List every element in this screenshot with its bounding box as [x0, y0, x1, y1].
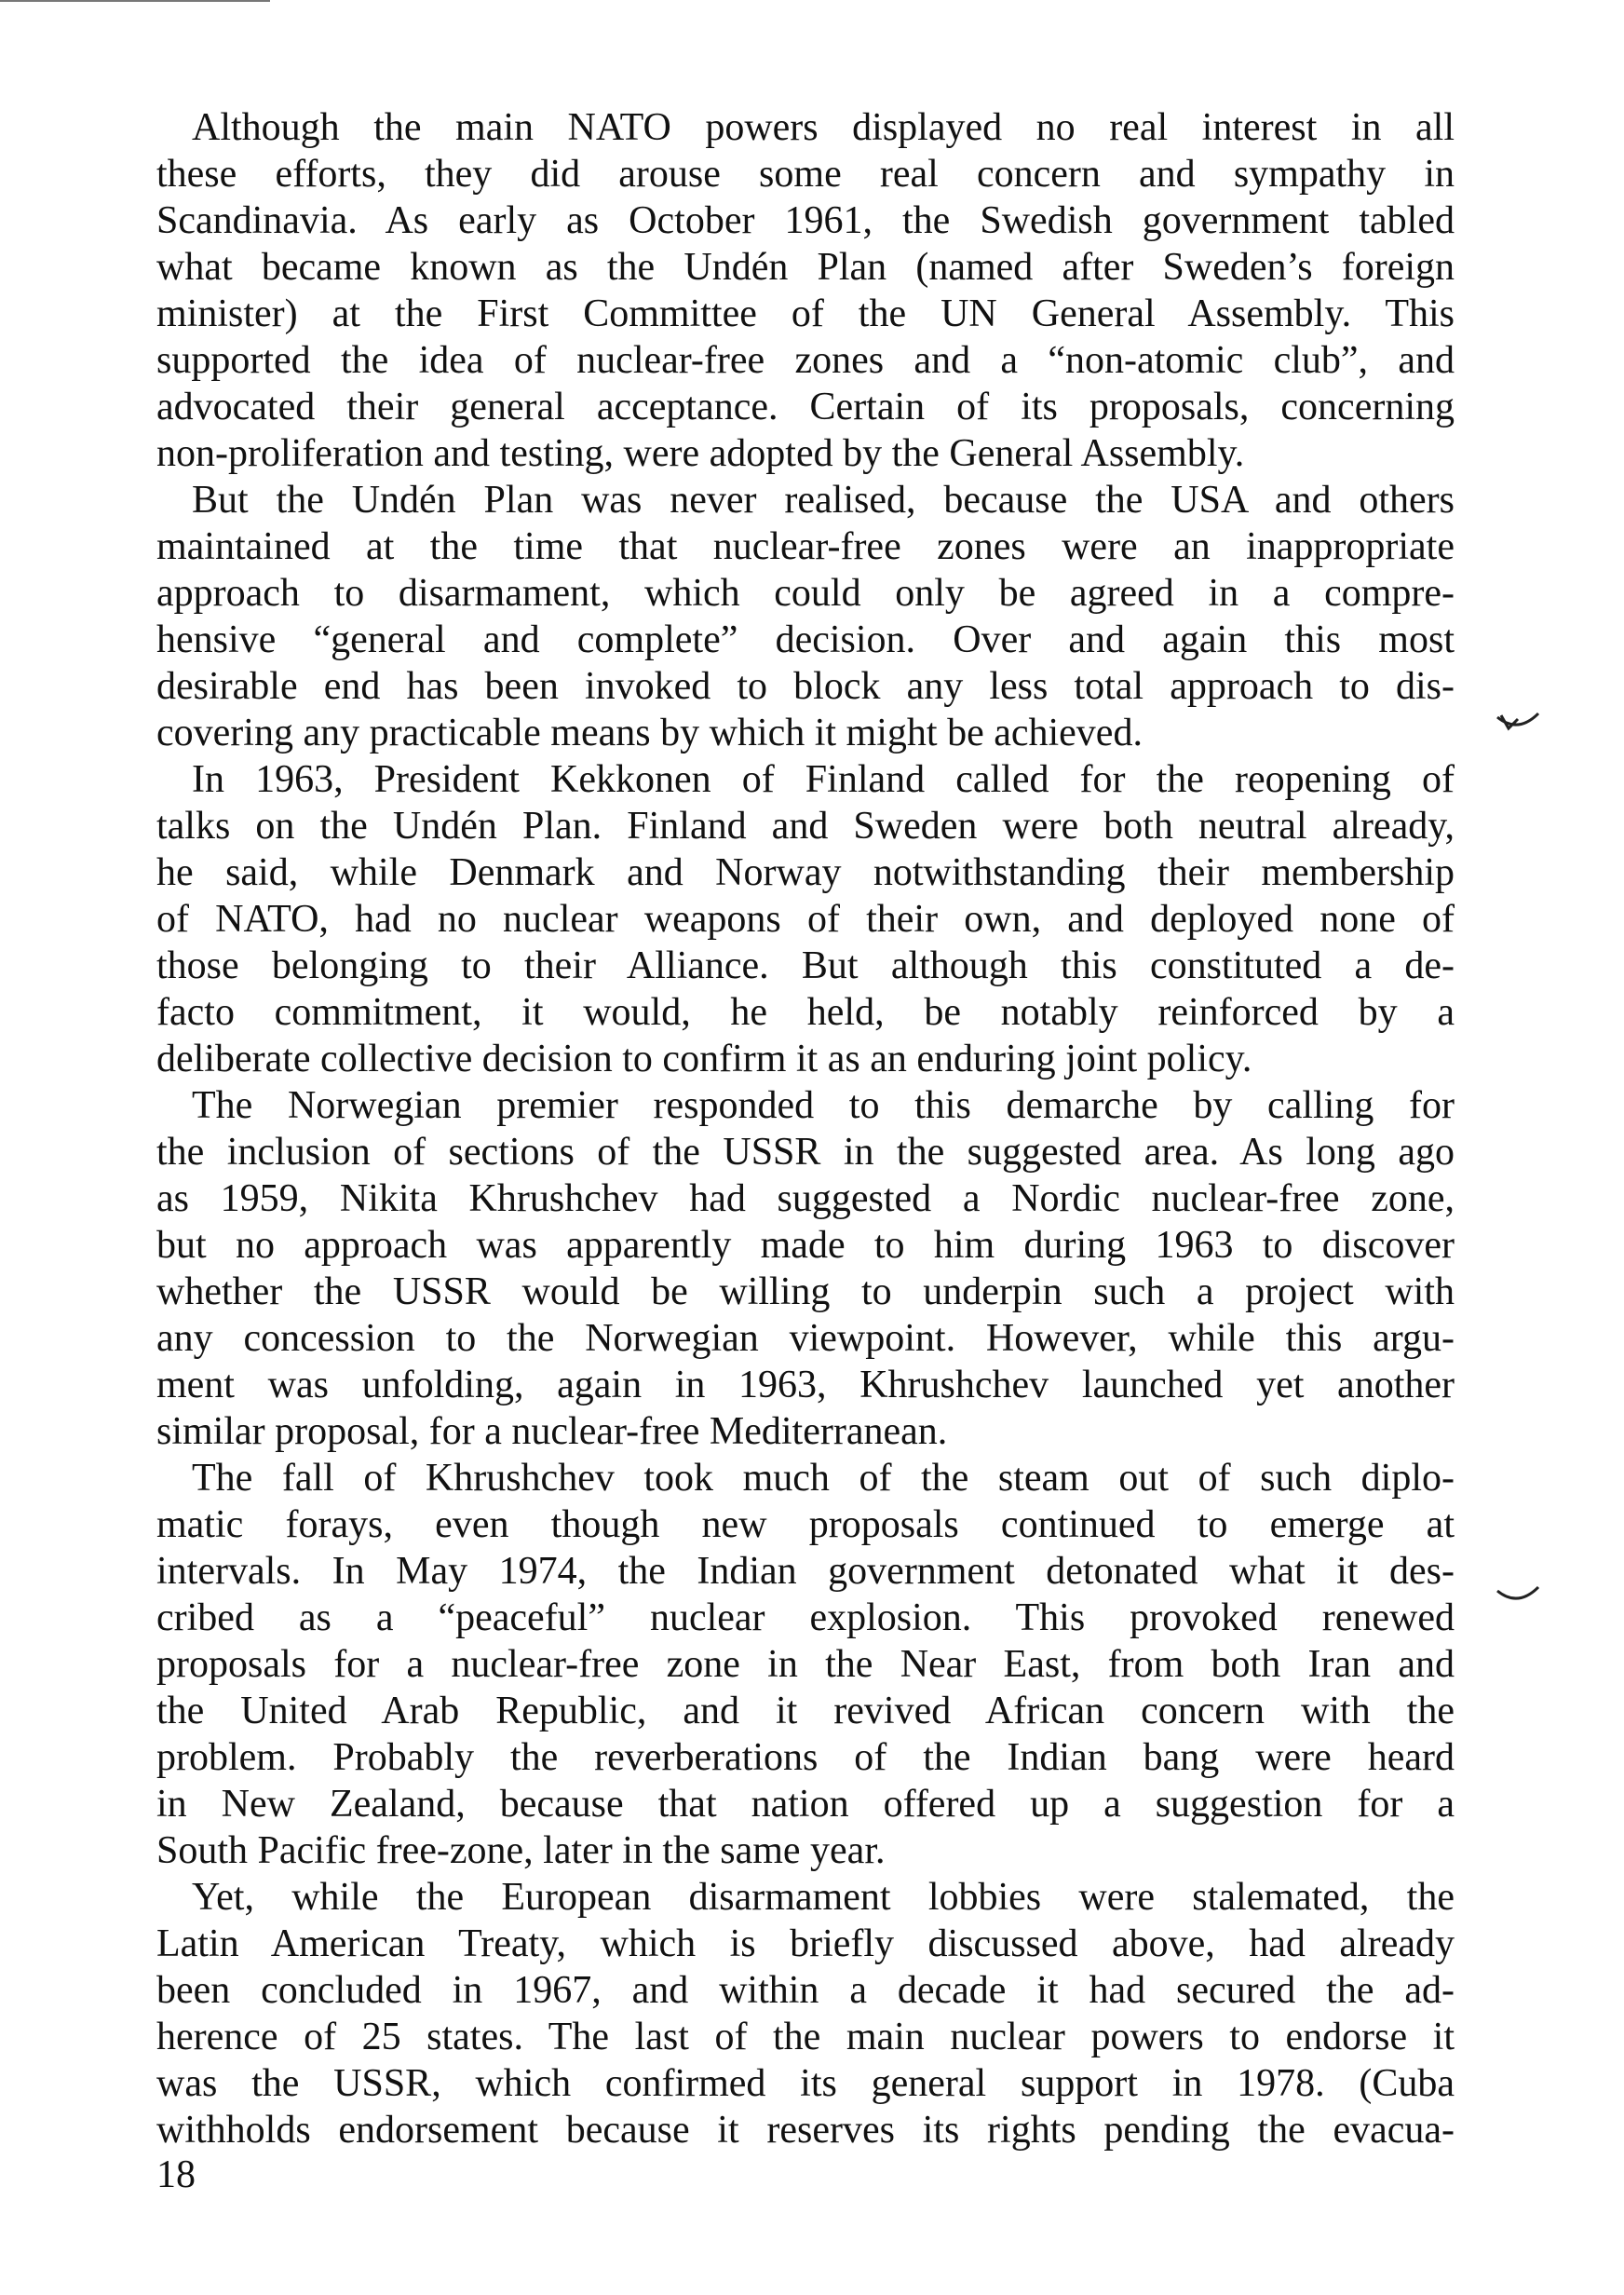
text-line: the inclusion of sections of the USSR in the suggested area. As long ago	[156, 1131, 1455, 1174]
text-line: cribed as a “peaceful” nuclear explosion. This provoked renewed	[156, 1596, 1455, 1639]
text-line: those belonging to their Alliance. But although this constituted a de-	[156, 944, 1455, 987]
text-line: desirable end has been invoked to block any less total approach to dis-	[156, 665, 1455, 708]
text-line: In 1963, President Kekkonen of Finland called for the reopening of	[192, 758, 1455, 801]
text-line: facto commitment, it would, he held, be notably reinforced by a	[156, 991, 1455, 1034]
text-line: what became known as the Undén Plan (named after Sweden’s foreign	[156, 246, 1455, 289]
text-line: herence of 25 states. The last of the main nuclear powers to endorse it	[156, 2016, 1455, 2058]
text-line: Scandinavia. As early as October 1961, the Swedish government tabled	[156, 199, 1455, 242]
page-number: 18	[156, 2153, 196, 2196]
text-line: as 1959, Nikita Khrushchev had suggested a Nordic nuclear-free zone,	[156, 1177, 1455, 1220]
text-line: in New Zealand, because that nation offered up a suggestion for a	[156, 1783, 1455, 1826]
margin-curve-icon	[1490, 1583, 1546, 1611]
text-line: intervals. In May 1974, the Indian government detonated what it des-	[156, 1550, 1455, 1593]
text-line: deliberate collective decision to confirm it as an enduring joint policy.	[156, 1038, 1252, 1080]
text-line: matic forays, even though new proposals continued to emerge at	[156, 1503, 1455, 1546]
text-line: approach to disarmament, which could only be agreed in a compre-	[156, 572, 1455, 615]
text-line: proposals for a nuclear-free zone in the Near East, from both Iran and	[156, 1643, 1455, 1686]
text-line: problem. Probably the reverberations of the Indian bang were heard	[156, 1736, 1455, 1779]
text-line: The Norwegian premier responded to this demarche by calling for	[192, 1084, 1455, 1127]
text-line: supported the idea of nuclear-free zones and a “non-atomic club”, and	[156, 339, 1455, 382]
scan-edge-rule	[0, 0, 270, 2]
text-line: been concluded in 1967, and within a decade it had secured the ad-	[156, 1969, 1455, 2012]
text-line: The fall of Khrushchev took much of the steam out of such diplo-	[192, 1457, 1455, 1500]
text-line: ment was unfolding, again in 1963, Khrushchev launched yet another	[156, 1364, 1455, 1406]
text-line: covering any practicable means by which it might be achieved.	[156, 712, 1143, 754]
text-line: of NATO, had no nuclear weapons of their own, and deployed none of	[156, 898, 1455, 941]
text-line: withholds endorsement because it reserves its rights pending the evacua-	[156, 2109, 1455, 2152]
text-line: any concession to the Norwegian viewpoint. However, while this argu-	[156, 1317, 1455, 1360]
margin-curve-icon	[1490, 710, 1546, 738]
text-line: South Pacific free-zone, later in the same year.	[156, 1829, 886, 1872]
text-line: these efforts, they did arouse some real concern and sympathy in	[156, 153, 1455, 196]
text-line: hensive “general and complete” decision. Over and again this most	[156, 618, 1455, 661]
text-line: talks on the Undén Plan. Finland and Sweden were both neutral already,	[156, 805, 1455, 848]
text-line: whether the USSR would be willing to underpin such a project with	[156, 1270, 1455, 1313]
text-line: but no approach was apparently made to him during 1963 to discover	[156, 1224, 1455, 1267]
text-line: But the Undén Plan was never realised, because the USA and others	[192, 479, 1455, 522]
text-line: was the USSR, which confirmed its general support in 1978. (Cuba	[156, 2062, 1455, 2105]
text-line: Yet, while the European disarmament lobbies were stalemated, the	[192, 1876, 1455, 1919]
text-line: similar proposal, for a nuclear-free Mediterranean.	[156, 1410, 948, 1453]
text-line: advocated their general acceptance. Certain of its proposals, concerning	[156, 386, 1455, 428]
text-line: minister) at the First Committee of the UN General Assembly. This	[156, 292, 1455, 335]
text-line: Although the main NATO powers displayed no real interest in all	[192, 106, 1455, 149]
text-line: Latin American Treaty, which is briefly discussed above, had already	[156, 1922, 1455, 1965]
text-line: he said, while Denmark and Norway notwithstanding their membership	[156, 851, 1455, 894]
text-line: the United Arab Republic, and it revived African concern with the	[156, 1690, 1455, 1732]
text-line: non-proliferation and testing, were adopted by the General Assembly.	[156, 432, 1245, 475]
text-line: maintained at the time that nuclear-free zones were an inappropriate	[156, 525, 1455, 568]
